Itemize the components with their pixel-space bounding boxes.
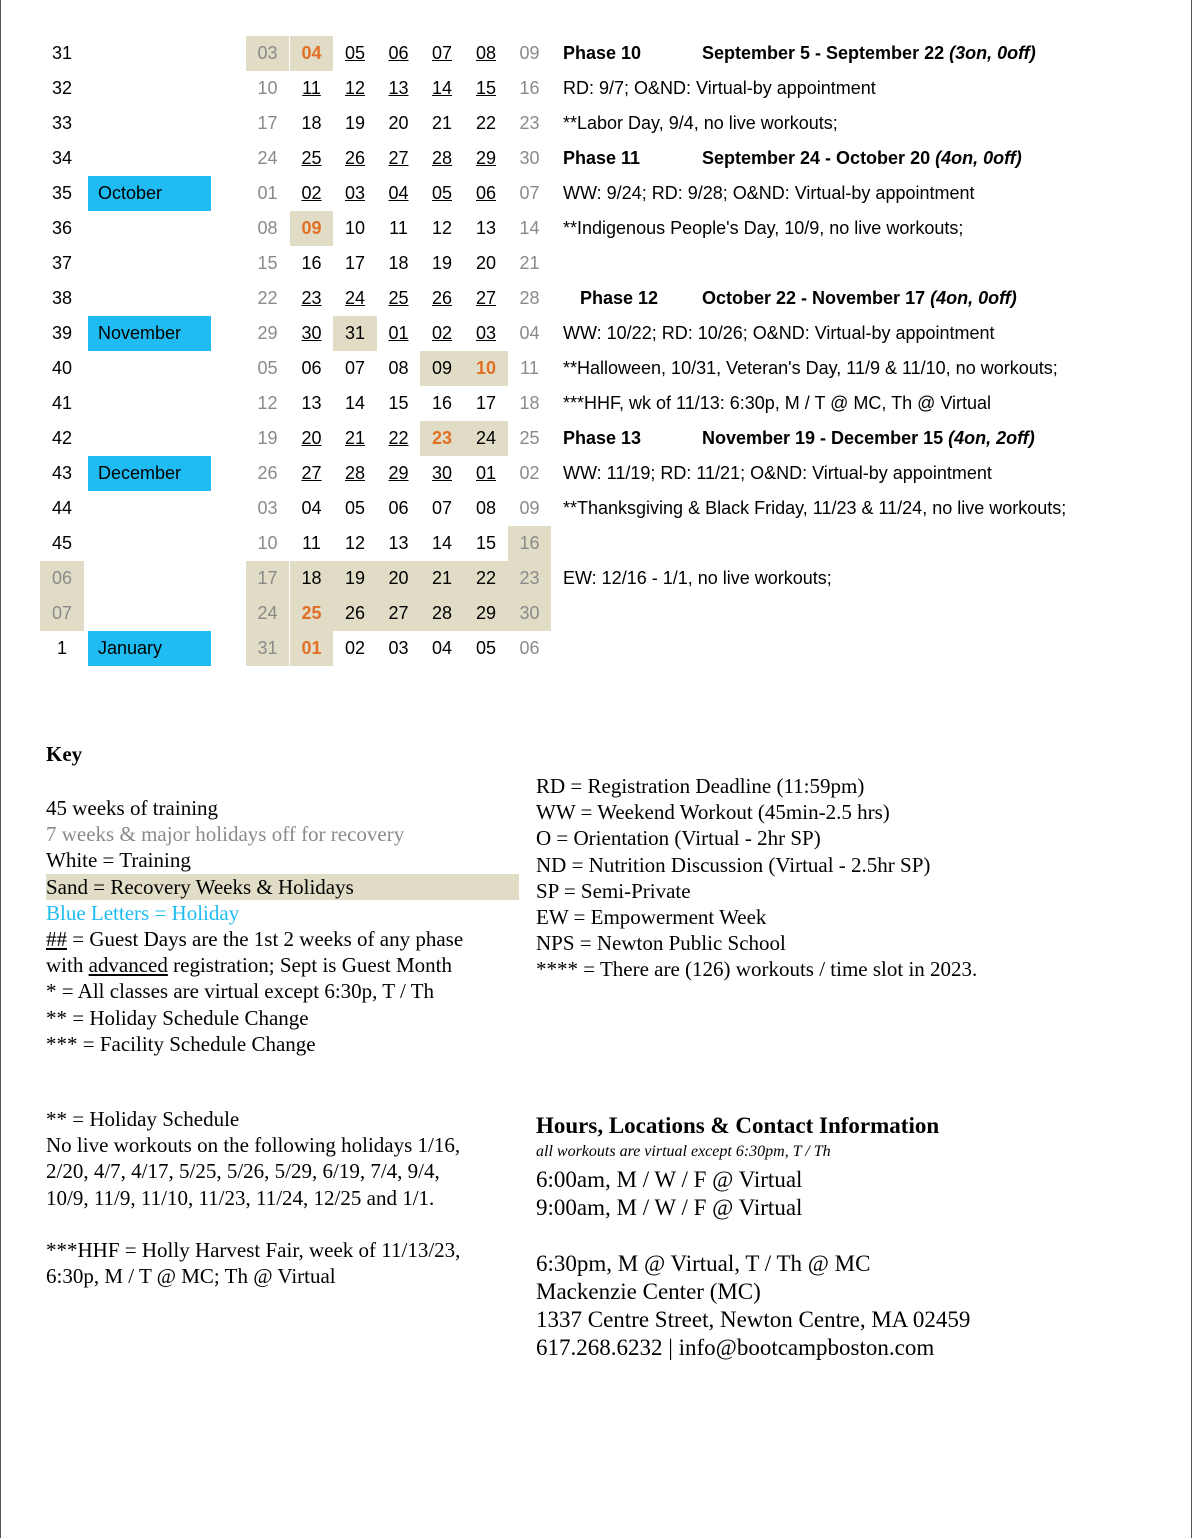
- week-number: 35: [51, 183, 73, 203]
- day-cell: 19: [344, 113, 366, 133]
- day-cell: 31: [333, 316, 377, 351]
- contact-line: 1337 Centre Street, Newton Centre, MA 02459: [536, 1307, 971, 1332]
- day-cell: 07: [431, 498, 453, 518]
- day-cell: 30: [431, 463, 453, 483]
- day-cell: 02: [431, 323, 453, 343]
- key-guest-text: = Guest Days are the 1st 2 weeks of any phase: [67, 927, 464, 952]
- day-cell: 23: [301, 288, 322, 308]
- day-cell: 24: [464, 421, 508, 456]
- week-number: 45: [51, 533, 73, 553]
- key-advanced-pre: with: [46, 953, 89, 978]
- day-cell: 15: [257, 253, 278, 273]
- week-number: 36: [51, 218, 73, 238]
- day-cell: 09: [420, 351, 464, 386]
- day-cell: 12: [431, 218, 453, 238]
- day-cell: 14: [431, 533, 453, 553]
- day-cell: 05: [431, 183, 453, 203]
- week-number: 06: [40, 561, 84, 596]
- day-cell: 22: [475, 113, 497, 133]
- holiday-line: No live workouts on the following holidays 1/16,: [46, 1133, 461, 1158]
- contact-phone[interactable]: 617.268.6232 | info@bootcampboston.com: [536, 1335, 935, 1360]
- phase-dates: September 5 - September 22: [702, 43, 950, 63]
- phase-suffix: (4on, 2off): [948, 428, 1035, 448]
- contact-line: Mackenzie Center (MC): [536, 1279, 761, 1304]
- day-cell: 20: [301, 428, 322, 448]
- key-advanced-word: advanced: [88, 953, 168, 978]
- day-cell: 03: [388, 638, 409, 658]
- day-cell: 26: [344, 148, 366, 168]
- day-cell: 18: [519, 393, 540, 413]
- day-cell: 19: [431, 253, 453, 273]
- phase-suffix: (4on, 0off): [930, 288, 1017, 308]
- abbrev-line: WW = Weekend Workout (45min-2.5 hrs): [536, 800, 890, 825]
- week-number: 37: [51, 253, 73, 273]
- week-number: 43: [51, 463, 73, 483]
- day-cell: 27: [377, 596, 420, 631]
- day-cell: 13: [475, 218, 497, 238]
- day-cell: 05: [475, 638, 497, 658]
- calendar-row: [0, 386, 1192, 421]
- key-line-blue: Blue Letters = Holiday: [46, 900, 240, 925]
- day-cell: 10: [257, 78, 278, 98]
- key-line-guest-days: [46, 926, 519, 952]
- day-cell: 27: [301, 463, 322, 483]
- contact-hours: [536, 1166, 802, 1222]
- day-cell: 15: [475, 533, 497, 553]
- contact-subtitle: all workouts are virtual except 6:30pm, T / Th: [536, 1143, 831, 1160]
- abbrev-line: ND = Nutrition Discussion (Virtual - 2.5hr SP): [536, 852, 931, 877]
- day-cell: 05: [344, 498, 366, 518]
- day-cell: 26: [257, 463, 278, 483]
- day-cell: 25: [519, 428, 540, 448]
- day-cell: 02: [519, 463, 540, 483]
- row-note: [580, 281, 1017, 316]
- week-number: 07: [40, 596, 84, 631]
- day-cell: 10: [464, 351, 508, 386]
- holiday-line: ** = Holiday Schedule: [46, 1107, 240, 1131]
- calendar-row: [0, 281, 1192, 316]
- day-cell: 16: [519, 78, 540, 98]
- day-cell: 23: [420, 421, 464, 456]
- key-line-virtual: * = All classes are virtual except 6:30p, T / Th: [46, 979, 435, 1004]
- day-cell: 04: [388, 183, 409, 203]
- key-advanced-post: registration; Sept is Guest Month: [167, 953, 452, 978]
- day-cell: 13: [388, 78, 409, 98]
- day-cell: 17: [344, 253, 366, 273]
- calendar-row: [0, 106, 1192, 141]
- day-cell: 30: [508, 596, 551, 631]
- day-cell: 24: [246, 596, 289, 631]
- key-line-sand: Sand = Recovery Weeks & Holidays: [46, 874, 519, 900]
- day-cell: 01: [257, 183, 278, 203]
- day-cell: 15: [388, 393, 409, 413]
- week-number: 1: [56, 638, 67, 658]
- day-cell: 03: [475, 323, 497, 343]
- month-label: October: [88, 176, 211, 211]
- calendar-row: [0, 211, 1192, 246]
- day-cell: 09: [519, 43, 540, 63]
- holiday-line: ***HHF = Holly Harvest Fair, week of 11/13/23,: [46, 1237, 461, 1262]
- day-cell: 22: [257, 288, 278, 308]
- day-cell: 20: [377, 561, 420, 596]
- key-line-white: White = Training: [46, 848, 191, 873]
- week-number: 31: [51, 43, 73, 63]
- key-title: Key: [46, 742, 83, 766]
- day-cell: 08: [257, 218, 278, 238]
- calendar-row: [0, 596, 1192, 631]
- calendar-row: [0, 421, 1192, 456]
- calendar-row: [0, 351, 1192, 386]
- week-number: 39: [51, 323, 73, 343]
- day-cell: 29: [475, 148, 497, 168]
- day-cell: 11: [302, 78, 321, 98]
- day-cell: 23: [519, 113, 540, 133]
- day-cell: 21: [519, 253, 540, 273]
- contact-line: 6:00am, M / W / F @ Virtual: [536, 1167, 803, 1192]
- day-cell: 01: [388, 323, 409, 343]
- day-cell: 21: [431, 113, 453, 133]
- row-note: [563, 36, 1036, 71]
- day-cell: 22: [388, 428, 409, 448]
- row-note: **Thanksgiving & Black Friday, 11/23 & 11/24, no live workouts;: [563, 498, 1067, 518]
- key-legend: [46, 795, 519, 1057]
- day-cell: 28: [420, 596, 464, 631]
- day-cell: 18: [388, 253, 409, 273]
- row-note: [563, 141, 1022, 176]
- day-cell: 01: [475, 463, 497, 483]
- day-cell: 11: [520, 358, 539, 378]
- row-note: **Halloween, 10/31, Veteran's Day, 11/9 & 11/10, no workouts;: [563, 358, 1058, 378]
- holiday-line: 6:30p, M / T @ MC; Th @ Virtual: [46, 1264, 336, 1289]
- day-cell: 16: [508, 526, 551, 561]
- day-cell: 28: [344, 463, 366, 483]
- key-line-holiday-change: ** = Holiday Schedule Change: [46, 1005, 309, 1030]
- calendar-row: [0, 456, 1192, 491]
- day-cell: 17: [246, 561, 289, 596]
- day-cell: 24: [257, 148, 278, 168]
- contact-line: 6:30pm, M @ Virtual, T / Th @ MC: [536, 1251, 871, 1276]
- day-cell: 03: [344, 183, 366, 203]
- day-cell: 20: [475, 253, 497, 273]
- day-cell: 12: [344, 533, 366, 553]
- calendar-grid: [0, 36, 1192, 666]
- day-cell: 20: [388, 113, 409, 133]
- day-cell: 29: [388, 463, 409, 483]
- day-cell: 14: [344, 393, 366, 413]
- week-number: 40: [51, 358, 73, 378]
- phase-label: Phase 13: [563, 428, 642, 448]
- contact-title: Hours, Locations & Contact Information: [536, 1113, 940, 1138]
- phase-dates: October 22 - November 17: [702, 288, 931, 308]
- day-cell: 14: [431, 78, 453, 98]
- day-cell: 14: [519, 218, 540, 238]
- day-cell: 13: [301, 393, 322, 413]
- day-cell: 05: [257, 358, 278, 378]
- week-number: 32: [51, 78, 73, 98]
- row-note: [563, 421, 1035, 456]
- phase-dates: September 24 - October 20: [702, 148, 936, 168]
- month-label: December: [88, 456, 211, 491]
- holiday-spacer: [46, 1211, 460, 1237]
- contact-info: [536, 1250, 970, 1362]
- contact-line: 9:00am, M / W / F @ Virtual: [536, 1195, 803, 1220]
- row-note: RD: 9/7; O&ND: Virtual-by appointment: [563, 78, 876, 98]
- day-cell: 21: [344, 428, 366, 448]
- day-cell: 28: [519, 288, 540, 308]
- calendar-row: [0, 561, 1192, 596]
- day-cell: 10: [257, 533, 278, 553]
- day-cell: 18: [301, 113, 322, 133]
- key-line-facility-change: *** = Facility Schedule Change: [46, 1031, 316, 1056]
- day-cell: 25: [290, 596, 333, 631]
- day-cell: 09: [290, 211, 333, 246]
- day-cell: 12: [257, 393, 278, 413]
- day-cell: 04: [431, 638, 453, 658]
- day-cell: 30: [519, 148, 540, 168]
- day-cell: 10: [344, 218, 366, 238]
- day-cell: 16: [301, 253, 322, 273]
- day-cell: 21: [420, 561, 464, 596]
- day-cell: 02: [301, 183, 322, 203]
- abbrev-line: RD = Registration Deadline (11:59pm): [536, 774, 865, 798]
- row-note: WW: 9/24; RD: 9/28; O&ND: Virtual-by appointment: [563, 183, 975, 203]
- day-cell: 18: [290, 561, 333, 596]
- day-cell: 26: [333, 596, 377, 631]
- phase-label: Phase 12: [580, 288, 659, 308]
- holiday-line: 10/9, 11/9, 11/10, 11/23, 11/24, 12/25 and 1/1.: [46, 1185, 435, 1210]
- calendar-row: [0, 526, 1192, 561]
- day-cell: 29: [257, 323, 278, 343]
- abbrev-line: EW = Empowerment Week: [536, 905, 767, 930]
- day-cell: 04: [301, 498, 322, 518]
- day-cell: 07: [431, 43, 453, 63]
- day-cell: 04: [290, 36, 333, 71]
- day-cell: 30: [301, 323, 322, 343]
- calendar-row: [0, 246, 1192, 281]
- day-cell: 01: [290, 631, 333, 666]
- row-note: ***HHF, wk of 11/13: 6:30p, M / T @ MC, Th @ Virtual: [563, 393, 992, 413]
- row-note: EW: 12/16 - 1/1, no live workouts;: [563, 568, 832, 588]
- day-cell: 06: [301, 358, 322, 378]
- day-cell: 17: [475, 393, 497, 413]
- contact-line: [536, 1334, 970, 1362]
- row-note: **Indigenous People's Day, 10/9, no live workouts;: [563, 218, 964, 238]
- day-cell: 02: [344, 638, 366, 658]
- week-number: 41: [51, 393, 73, 413]
- calendar-row: [0, 36, 1192, 71]
- day-cell: 12: [344, 78, 366, 98]
- abbrev-line: **** = There are (126) workouts / time slot in 2023.: [536, 957, 978, 982]
- day-cell: 11: [302, 533, 321, 553]
- day-cell: 07: [344, 358, 366, 378]
- phase-label: Phase 11: [563, 148, 641, 168]
- day-cell: 23: [508, 561, 551, 596]
- day-cell: 06: [519, 638, 540, 658]
- day-cell: 06: [388, 43, 409, 63]
- calendar-row: [0, 631, 1192, 666]
- day-cell: 28: [431, 148, 453, 168]
- row-note: WW: 10/22; RD: 10/26; O&ND: Virtual-by appointment: [563, 323, 995, 343]
- week-number: 38: [51, 288, 73, 308]
- key-line-advanced: [46, 952, 519, 978]
- day-cell: 24: [344, 288, 366, 308]
- abbrev-line: NPS = Newton Public School: [536, 931, 786, 956]
- row-note: WW: 11/19; RD: 11/21; O&ND: Virtual-by appointment: [563, 463, 992, 483]
- calendar-row: [0, 71, 1192, 106]
- day-cell: 25: [388, 288, 409, 308]
- day-cell: 06: [475, 183, 497, 203]
- day-cell: 09: [519, 498, 540, 518]
- day-cell: 06: [388, 498, 409, 518]
- day-cell: 11: [389, 218, 408, 238]
- day-cell: 31: [246, 631, 289, 666]
- week-number: 33: [51, 113, 73, 133]
- day-cell: 08: [475, 43, 497, 63]
- day-cell: 04: [519, 323, 540, 343]
- day-cell: 03: [246, 36, 289, 71]
- phase-dates: November 19 - December 15: [702, 428, 949, 448]
- key-line-training-weeks: 45 weeks of training: [46, 796, 219, 820]
- abbrev-line: O = Orientation (Virtual - 2hr SP): [536, 826, 821, 851]
- week-number: 44: [51, 498, 73, 518]
- day-cell: 22: [464, 561, 508, 596]
- phase-suffix: (4on, 0off): [935, 148, 1022, 168]
- day-cell: 07: [519, 183, 540, 203]
- day-cell: 19: [257, 428, 278, 448]
- calendar-row: [0, 491, 1192, 526]
- calendar-row: [0, 141, 1192, 176]
- day-cell: 29: [464, 596, 508, 631]
- phase-suffix: (3on, 0off): [949, 43, 1036, 63]
- day-cell: 03: [257, 498, 278, 518]
- week-number: 34: [51, 148, 73, 168]
- day-cell: 17: [257, 113, 278, 133]
- holiday-schedule: [46, 1106, 460, 1289]
- day-cell: 16: [431, 393, 453, 413]
- day-cell: 15: [475, 78, 497, 98]
- day-cell: 08: [388, 358, 409, 378]
- day-cell: 27: [475, 288, 497, 308]
- day-cell: 19: [333, 561, 377, 596]
- day-cell: 13: [388, 533, 409, 553]
- day-cell: 05: [344, 43, 366, 63]
- calendar-row: [0, 316, 1192, 351]
- row-note: **Labor Day, 9/4, no live workouts;: [563, 113, 838, 133]
- month-label: November: [88, 316, 211, 351]
- day-cell: 27: [388, 148, 409, 168]
- key-guest-marker: ##: [46, 927, 67, 952]
- calendar-row: [0, 176, 1192, 211]
- day-cell: 08: [475, 498, 497, 518]
- week-number: 42: [51, 428, 73, 448]
- day-cell: 26: [431, 288, 453, 308]
- phase-label: Phase 10: [563, 43, 642, 63]
- abbrev-line: SP = Semi-Private: [536, 878, 691, 903]
- abbreviation-list: [536, 773, 977, 983]
- key-line-recovery-weeks: 7 weeks & major holidays off for recovery: [46, 822, 405, 847]
- day-cell: 25: [301, 148, 322, 168]
- month-label: January: [88, 631, 211, 666]
- holiday-line: 2/20, 4/7, 4/17, 5/25, 5/26, 5/29, 6/19, 7/4, 9/4,: [46, 1159, 440, 1184]
